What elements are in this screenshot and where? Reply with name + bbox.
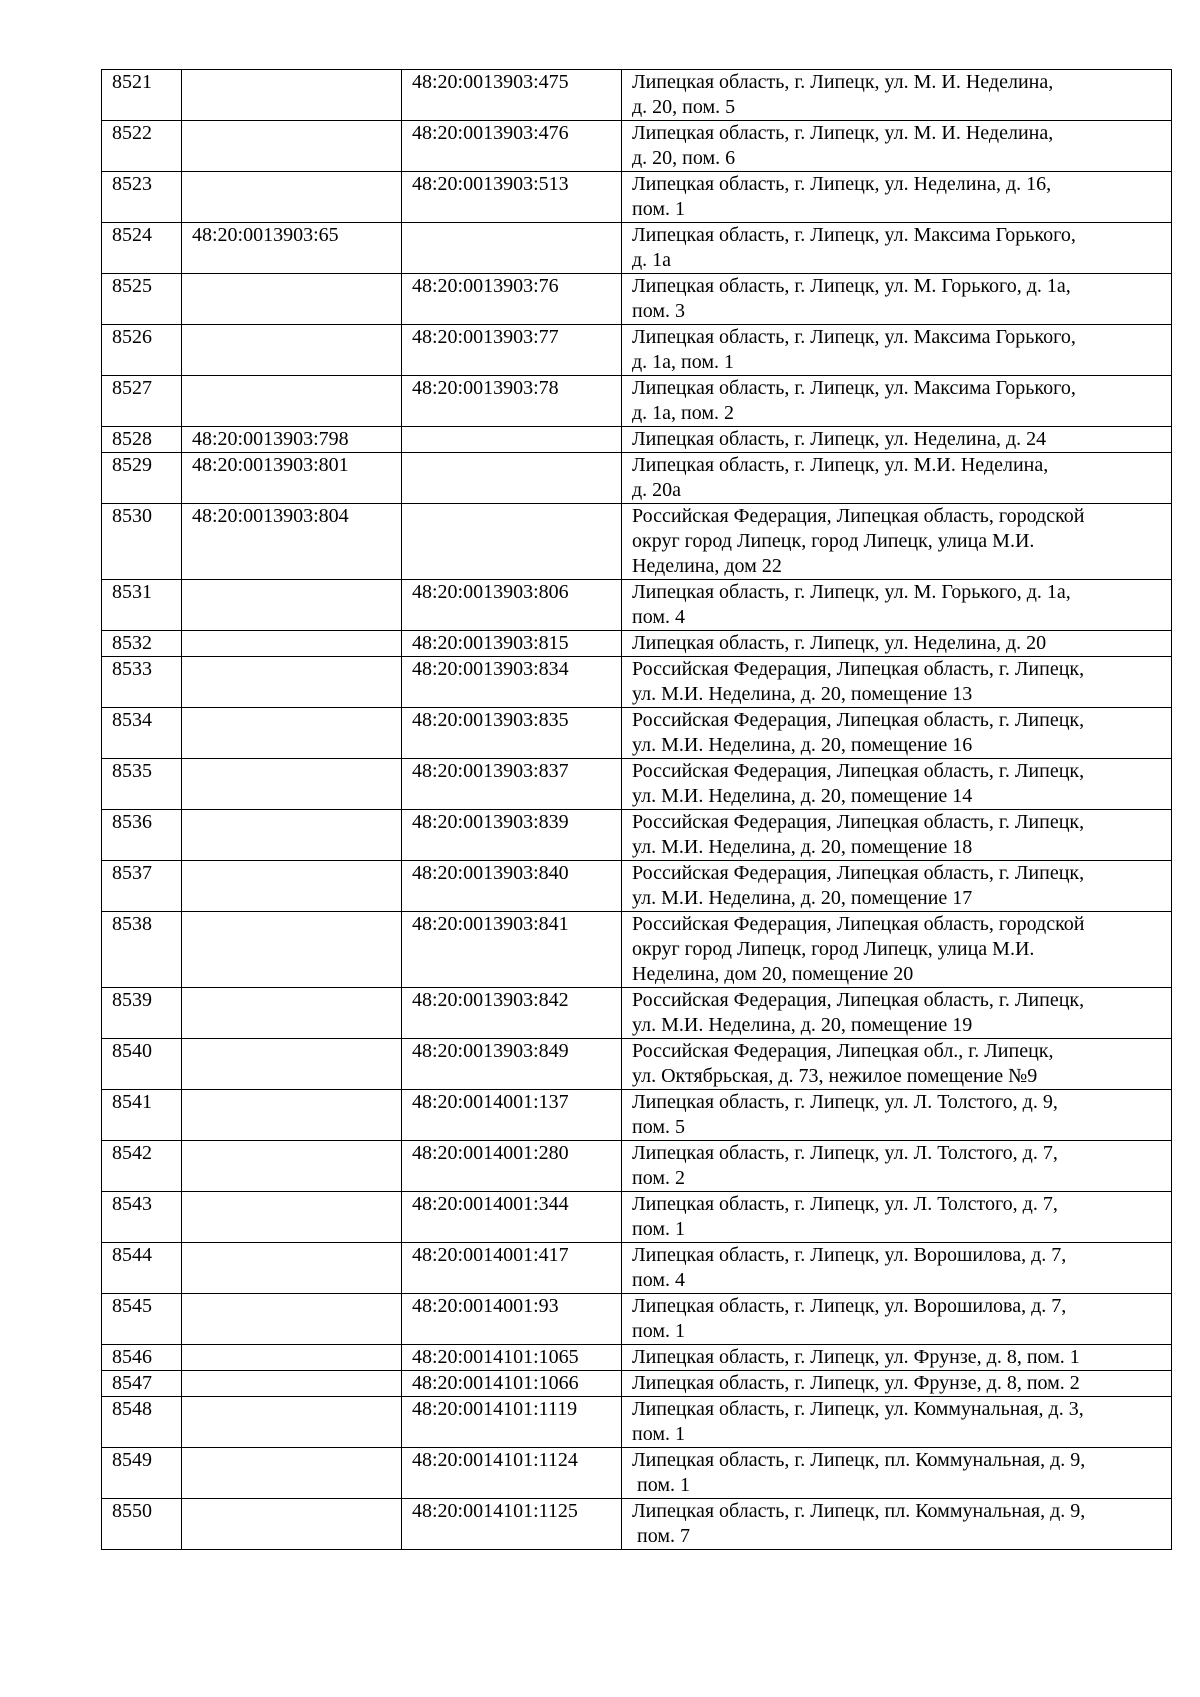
land-cadastral-number-cell — [182, 1192, 402, 1243]
table-row — [102, 1345, 1172, 1371]
table-row — [102, 1448, 1172, 1499]
row-number-cell: 8545 — [102, 1294, 182, 1345]
row-number-cell: 8550 — [102, 1499, 182, 1550]
address-cell: Липецкая область, г. Липецк, пл. Коммунальная, д. 9, пом. 7 — [622, 1499, 1172, 1550]
object-cadastral-number-cell: 48:20:0013903:78 — [402, 376, 622, 427]
object-cadastral-number-cell — [402, 504, 622, 580]
object-cadastral-number-cell: 48:20:0013903:513 — [402, 172, 622, 223]
object-cadastral-number-cell: 48:20:0014101:1066 — [402, 1371, 622, 1397]
land-cadastral-number-cell — [182, 912, 402, 988]
object-cadastral-number-cell: 48:20:0013903:835 — [402, 708, 622, 759]
land-cadastral-number-cell — [182, 1090, 402, 1141]
address-cell: Липецкая область, г. Липецк, пл. Коммунальная, д. 9, пом. 1 — [622, 1448, 1172, 1499]
row-number-cell: 8532 — [102, 631, 182, 657]
land-cadastral-number-cell — [182, 759, 402, 810]
table-row — [102, 504, 1172, 580]
land-cadastral-number-cell: 48:20:0013903:65 — [182, 223, 402, 274]
table-row — [102, 172, 1172, 223]
address-cell: Липецкая область, г. Липецк, ул. М. И. Неделина, д. 20, пом. 5 — [622, 70, 1172, 121]
table-row — [102, 810, 1172, 861]
object-cadastral-number-cell: 48:20:0014101:1065 — [402, 1345, 622, 1371]
row-number-cell: 8548 — [102, 1397, 182, 1448]
row-number-cell: 8523 — [102, 172, 182, 223]
object-cadastral-number-cell — [402, 427, 622, 453]
land-cadastral-number-cell — [182, 1039, 402, 1090]
row-number-cell: 8530 — [102, 504, 182, 580]
address-cell: Липецкая область, г. Липецк, ул. Л. Толстого, д. 7, пом. 1 — [622, 1192, 1172, 1243]
land-cadastral-number-cell — [182, 810, 402, 861]
object-cadastral-number-cell: 48:20:0013903:815 — [402, 631, 622, 657]
land-cadastral-number-cell — [182, 1294, 402, 1345]
row-number-cell: 8536 — [102, 810, 182, 861]
land-cadastral-number-cell — [182, 172, 402, 223]
object-cadastral-number-cell: 48:20:0013903:475 — [402, 70, 622, 121]
object-cadastral-number-cell: 48:20:0013903:840 — [402, 861, 622, 912]
address-cell: Липецкая область, г. Липецк, ул. Фрунзе, д. 8, пом. 2 — [622, 1371, 1172, 1397]
row-number-cell: 8537 — [102, 861, 182, 912]
object-cadastral-number-cell: 48:20:0014001:93 — [402, 1294, 622, 1345]
table-row — [102, 1090, 1172, 1141]
address-cell: Липецкая область, г. Липецк, ул. Неделина, д. 24 — [622, 427, 1172, 453]
land-cadastral-number-cell — [182, 274, 402, 325]
table-row — [102, 1243, 1172, 1294]
registry-table-body — [102, 70, 1172, 1550]
address-cell: Российская Федерация, Липецкая область, городской округ город Липецк, город Липецк, улица М.И. Неделина, дом 20, помещение 20 — [622, 912, 1172, 988]
object-cadastral-number-cell: 48:20:0014101:1124 — [402, 1448, 622, 1499]
table-row — [102, 121, 1172, 172]
land-cadastral-number-cell — [182, 988, 402, 1039]
address-cell: Липецкая область, г. Липецк, ул. Неделина, д. 20 — [622, 631, 1172, 657]
table-row — [102, 427, 1172, 453]
address-cell: Липецкая область, г. Липецк, ул. М.И. Неделина, д. 20а — [622, 453, 1172, 504]
table-row — [102, 1141, 1172, 1192]
address-cell: Липецкая область, г. Липецк, ул. Ворошилова, д. 7, пом. 4 — [622, 1243, 1172, 1294]
land-cadastral-number-cell — [182, 1141, 402, 1192]
address-cell: Российская Федерация, Липецкая область, г. Липецк, ул. М.И. Неделина, д. 20, помещение 17 — [622, 861, 1172, 912]
land-cadastral-number-cell — [182, 1448, 402, 1499]
object-cadastral-number-cell — [402, 223, 622, 274]
land-cadastral-number-cell — [182, 376, 402, 427]
table-row — [102, 861, 1172, 912]
land-cadastral-number-cell: 48:20:0013903:801 — [182, 453, 402, 504]
table-row — [102, 580, 1172, 631]
object-cadastral-number-cell: 48:20:0013903:834 — [402, 657, 622, 708]
land-cadastral-number-cell — [182, 631, 402, 657]
object-cadastral-number-cell: 48:20:0013903:839 — [402, 810, 622, 861]
table-row — [102, 759, 1172, 810]
table-row — [102, 657, 1172, 708]
address-cell: Липецкая область, г. Липецк, ул. М. И. Неделина, д. 20, пом. 6 — [622, 121, 1172, 172]
table-row — [102, 223, 1172, 274]
land-cadastral-number-cell — [182, 1371, 402, 1397]
object-cadastral-number-cell: 48:20:0014101:1119 — [402, 1397, 622, 1448]
row-number-cell: 8529 — [102, 453, 182, 504]
address-cell: Российская Федерация, Липецкая область, г. Липецк, ул. М.И. Неделина, д. 20, помещение 14 — [622, 759, 1172, 810]
row-number-cell: 8544 — [102, 1243, 182, 1294]
row-number-cell: 8535 — [102, 759, 182, 810]
address-cell: Российская Федерация, Липецкая область, г. Липецк, ул. М.И. Неделина, д. 20, помещение 18 — [622, 810, 1172, 861]
land-cadastral-number-cell — [182, 657, 402, 708]
address-cell: Российская Федерация, Липецкая область, г. Липецк, ул. М.И. Неделина, д. 20, помещение 13 — [622, 657, 1172, 708]
table-row — [102, 274, 1172, 325]
land-cadastral-number-cell — [182, 1243, 402, 1294]
table-row — [102, 912, 1172, 988]
address-cell: Липецкая область, г. Липецк, ул. Л. Толстого, д. 9, пом. 5 — [622, 1090, 1172, 1141]
address-cell: Липецкая область, г. Липецк, ул. Максима Горького, д. 1а, пом. 1 — [622, 325, 1172, 376]
address-cell: Липецкая область, г. Липецк, ул. Неделина, д. 16, пом. 1 — [622, 172, 1172, 223]
table-row — [102, 1039, 1172, 1090]
row-number-cell: 8531 — [102, 580, 182, 631]
table-row — [102, 988, 1172, 1039]
object-cadastral-number-cell: 48:20:0014001:280 — [402, 1141, 622, 1192]
land-cadastral-number-cell — [182, 1397, 402, 1448]
land-cadastral-number-cell — [182, 1499, 402, 1550]
table-row — [102, 325, 1172, 376]
row-number-cell: 8549 — [102, 1448, 182, 1499]
table-row — [102, 1397, 1172, 1448]
land-cadastral-number-cell — [182, 121, 402, 172]
table-row — [102, 708, 1172, 759]
row-number-cell: 8524 — [102, 223, 182, 274]
object-cadastral-number-cell: 48:20:0013903:76 — [402, 274, 622, 325]
address-cell: Липецкая область, г. Липецк, ул. М. Горького, д. 1а, пом. 4 — [622, 580, 1172, 631]
land-cadastral-number-cell — [182, 708, 402, 759]
row-number-cell: 8521 — [102, 70, 182, 121]
row-number-cell: 8527 — [102, 376, 182, 427]
row-number-cell: 8525 — [102, 274, 182, 325]
land-cadastral-number-cell: 48:20:0013903:804 — [182, 504, 402, 580]
object-cadastral-number-cell — [402, 453, 622, 504]
land-cadastral-number-cell: 48:20:0013903:798 — [182, 427, 402, 453]
object-cadastral-number-cell: 48:20:0013903:841 — [402, 912, 622, 988]
object-cadastral-number-cell: 48:20:0014001:137 — [402, 1090, 622, 1141]
address-cell: Российская Федерация, Липецкая область, г. Липецк, ул. М.И. Неделина, д. 20, помещение 16 — [622, 708, 1172, 759]
object-cadastral-number-cell: 48:20:0013903:837 — [402, 759, 622, 810]
object-cadastral-number-cell: 48:20:0013903:849 — [402, 1039, 622, 1090]
address-cell: Липецкая область, г. Липецк, ул. Максима Горького, д. 1а — [622, 223, 1172, 274]
row-number-cell: 8543 — [102, 1192, 182, 1243]
land-cadastral-number-cell — [182, 70, 402, 121]
row-number-cell: 8546 — [102, 1345, 182, 1371]
object-cadastral-number-cell: 48:20:0013903:77 — [402, 325, 622, 376]
address-cell: Липецкая область, г. Липецк, ул. Ворошилова, д. 7, пом. 1 — [622, 1294, 1172, 1345]
table-row — [102, 453, 1172, 504]
registry-table — [101, 69, 1172, 1550]
object-cadastral-number-cell: 48:20:0013903:476 — [402, 121, 622, 172]
table-row — [102, 1499, 1172, 1550]
object-cadastral-number-cell: 48:20:0013903:806 — [402, 580, 622, 631]
table-row — [102, 70, 1172, 121]
row-number-cell: 8526 — [102, 325, 182, 376]
address-cell: Липецкая область, г. Липецк, ул. Максима Горького, д. 1а, пом. 2 — [622, 376, 1172, 427]
land-cadastral-number-cell — [182, 580, 402, 631]
object-cadastral-number-cell: 48:20:0014001:344 — [402, 1192, 622, 1243]
address-cell: Российская Федерация, Липецкая обл., г. Липецк, ул. Октябрьская, д. 73, нежилое помещение №9 — [622, 1039, 1172, 1090]
address-cell: Российская Федерация, Липецкая область, г. Липецк, ул. М.И. Неделина, д. 20, помещение 19 — [622, 988, 1172, 1039]
row-number-cell: 8534 — [102, 708, 182, 759]
table-row — [102, 631, 1172, 657]
row-number-cell: 8547 — [102, 1371, 182, 1397]
object-cadastral-number-cell: 48:20:0014001:417 — [402, 1243, 622, 1294]
row-number-cell: 8539 — [102, 988, 182, 1039]
row-number-cell: 8538 — [102, 912, 182, 988]
address-cell: Липецкая область, г. Липецк, ул. Л. Толстого, д. 7, пом. 2 — [622, 1141, 1172, 1192]
object-cadastral-number-cell: 48:20:0014101:1125 — [402, 1499, 622, 1550]
table-row — [102, 1192, 1172, 1243]
table-row — [102, 1371, 1172, 1397]
row-number-cell: 8533 — [102, 657, 182, 708]
row-number-cell: 8540 — [102, 1039, 182, 1090]
row-number-cell: 8522 — [102, 121, 182, 172]
land-cadastral-number-cell — [182, 325, 402, 376]
address-cell: Липецкая область, г. Липецк, ул. М. Горького, д. 1а, пом. 3 — [622, 274, 1172, 325]
land-cadastral-number-cell — [182, 861, 402, 912]
row-number-cell: 8528 — [102, 427, 182, 453]
table-row — [102, 376, 1172, 427]
address-cell: Липецкая область, г. Липецк, ул. Коммунальная, д. 3, пом. 1 — [622, 1397, 1172, 1448]
object-cadastral-number-cell: 48:20:0013903:842 — [402, 988, 622, 1039]
address-cell: Липецкая область, г. Липецк, ул. Фрунзе, д. 8, пом. 1 — [622, 1345, 1172, 1371]
land-cadastral-number-cell — [182, 1345, 402, 1371]
row-number-cell: 8542 — [102, 1141, 182, 1192]
address-cell: Российская Федерация, Липецкая область, городской округ город Липецк, город Липецк, улица М.И. Неделина, дом 22 — [622, 504, 1172, 580]
row-number-cell: 8541 — [102, 1090, 182, 1141]
table-row — [102, 1294, 1172, 1345]
